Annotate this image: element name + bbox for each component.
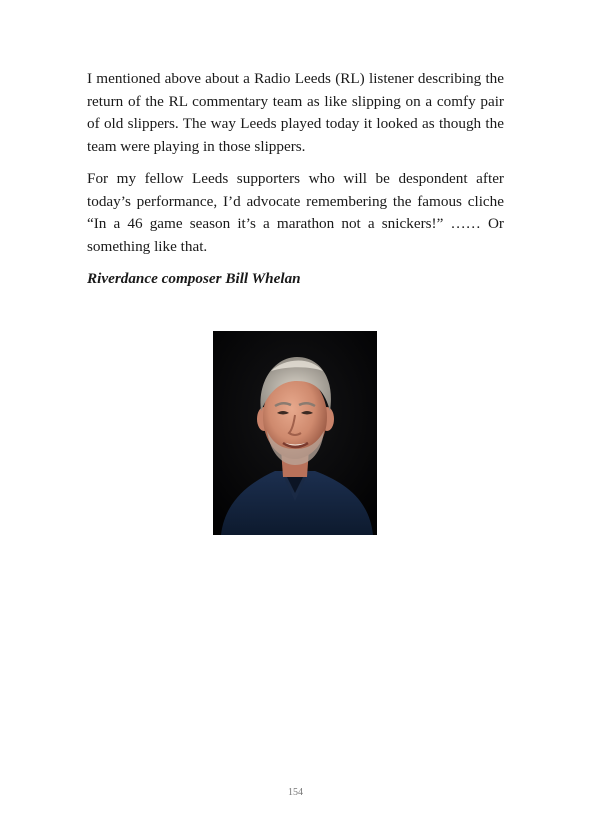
- body-paragraph-1: I mentioned above about a Radio Leeds (RL) listener describing the return of the RL commentary team as like slipping on a comfy pair of old slippers. The way Leeds played today it looked as though the team were playing in those slippers.: [87, 70, 504, 155]
- body-paragraph-2: For my fellow Leeds supporters who will be despondent after today’s performance, I’d advocate remembering the famous cliche “In a 46 game season it’s a marathon not a snickers!” …… Or something like that.: [87, 170, 504, 255]
- page-number: 154: [288, 787, 303, 798]
- portrait-photo: [213, 331, 377, 535]
- photo-caption: Riverdance composer Bill Whelan: [87, 270, 301, 287]
- page-content: [87, 68, 504, 290]
